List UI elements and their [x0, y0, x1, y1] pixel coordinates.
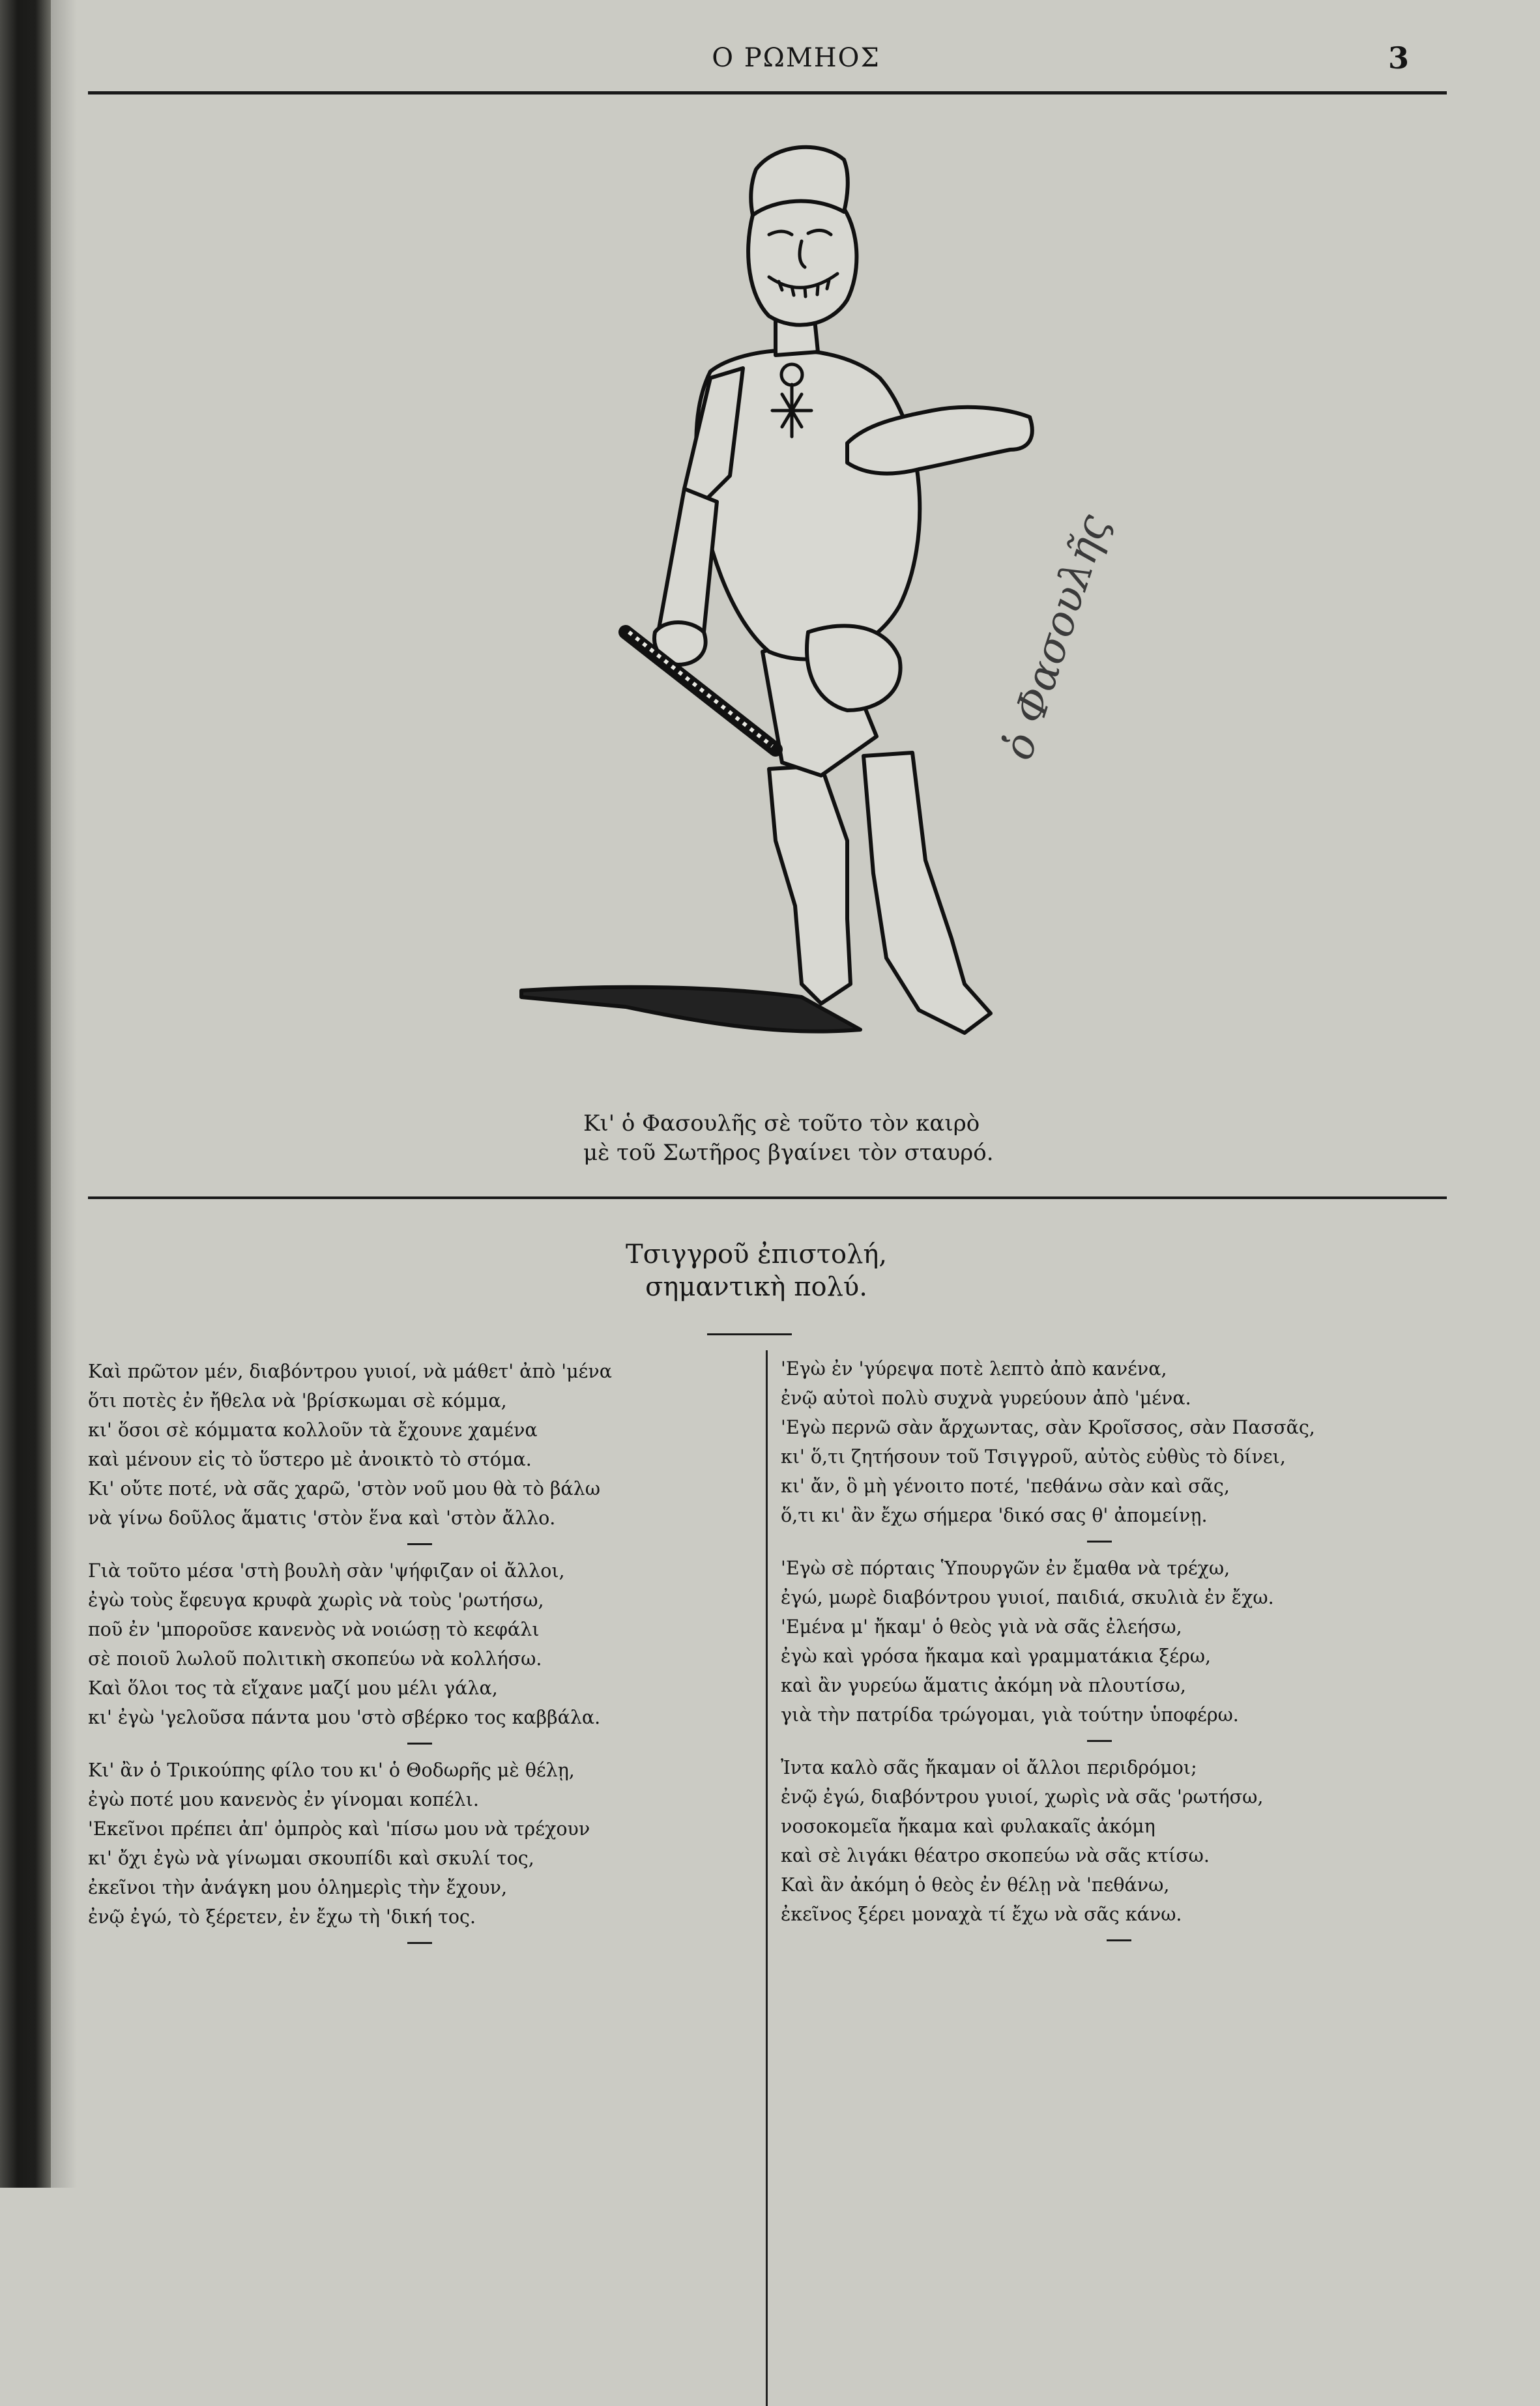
verse-line: σὲ ποιοῦ λωλοῦ πολιτικὴ σκοπεύω νὰ κολλήσω. [88, 1648, 542, 1670]
verse-line: ὅ,τι κι' ἂν ἔχω σήμερα 'δικό σας θ' ἀπομείνῃ. [781, 1505, 1208, 1526]
stanza-separator [88, 1932, 612, 1955]
right-poem-column [781, 1354, 1315, 1952]
verse-line: ἐγώ, μωρὲ διαβόντρου γυιοί, παιδιά, σκυλιὰ ἐν ἔχω. [781, 1587, 1274, 1608]
verse-line: Καὶ ἂν ἀκόμη ὁ θεὸς ἐν θέλῃ νὰ 'πεθάνω, [781, 1874, 1170, 1896]
stanza-separator [781, 1730, 1315, 1753]
article-title-line: σημαντικὴ πολύ. [645, 1272, 867, 1302]
puppet-head [748, 194, 856, 325]
illustration-caption [583, 1109, 994, 1168]
verse-line: 'Εγὼ περνῶ σὰν ἄρχωντας, σὰν Κροῖσσος, σὰν Πασσᾶς, [781, 1417, 1315, 1438]
verse-line: ἐνῷ αὐτοὶ πολὺ συχνὰ γυρεύουν ἀπὸ 'μένα. [781, 1387, 1191, 1409]
verse-line: καὶ μένουν εἰς τὸ ὕστερο μὲ ἀνοικτὸ τὸ στόμα. [88, 1449, 532, 1470]
section-rule [88, 1196, 1447, 1199]
stanza-separator [781, 1929, 1315, 1952]
verse-line: ἐκεῖνος ξέρει μοναχὰ τί ἔχω νὰ σᾶς κάνω. [781, 1904, 1182, 1925]
stanza [88, 1357, 612, 1533]
left-poem-column [88, 1357, 612, 1955]
article-title-line: Τσιγγροῦ ἐπιστολή, [626, 1239, 888, 1269]
stanza [88, 1556, 612, 1732]
verse-line: 'Εγὼ σὲ πόρταις Ὑπουργῶν ἐν ἔμαθα νὰ τρέχω, [781, 1558, 1230, 1579]
stanza [781, 1554, 1315, 1730]
verse-line: ὅτι ποτὲς ἐν ἤθελα νὰ 'βρίσκωμαι σὲ κόμμα, [88, 1390, 507, 1412]
verse-line: καὶ σὲ λιγάκι θέατρο σκοπεύω νὰ σᾶς κτίσω. [781, 1845, 1210, 1866]
stanza [781, 1354, 1315, 1530]
page-gutter-shadow [51, 0, 77, 2188]
verse-line: καὶ ἂν γυρεύω ἅματις ἀκόμη νὰ πλουτίσω, [781, 1675, 1186, 1696]
verse-line: ἐνῷ ἐγώ, διαβόντρου γυιοί, χωρὶς νὰ σᾶς 'ρωτήσω, [781, 1786, 1264, 1808]
verse-line: κι' ὅ,τι ζητήσουν τοῦ Τσιγγροῦ, αὐτὸς εὐθὺς τὸ δίνει, [781, 1446, 1286, 1468]
verse-line: νοσοκομεῖα ἤκαμα καὶ φυλακαῖς ἀκόμη [781, 1816, 1155, 1837]
verse-line: 'Εγὼ ἐν 'γύρεψα ποτὲ λεπτὸ ἀπὸ κανένα, [781, 1358, 1167, 1380]
verse-line: ἐγὼ ποτέ μου κανενὸς ἐν γίνομαι κοπέλι. [88, 1789, 479, 1810]
verse-line: ἐγὼ καὶ γρόσα ἤκαμα καὶ γραμματάκια ξέρω, [781, 1645, 1212, 1667]
fasoulis-handwritten-signature: ὁ Φασουλῆς [993, 508, 1118, 766]
verse-line: κι' ἐγὼ 'γελοῦσα πάντα μου 'στὸ σβέρκο τος καββάλα. [88, 1707, 601, 1728]
header-rule [88, 91, 1447, 94]
verse-line: Κι' ἂν ὁ Τρικούπης φίλο του κι' ὁ Θοδωρῆς μὲ θέλῃ, [88, 1760, 575, 1781]
stanza [781, 1753, 1315, 1929]
fasoulis-puppet-illustration [495, 137, 1121, 1075]
verse-line: κι' ἄν, ὃ μὴ γένοιτο ποτέ, 'πεθάνω σὰν καὶ σᾶς, [781, 1475, 1230, 1497]
verse-line: νὰ γίνω δοῦλος ἅματις 'στὸν ἕνα καὶ 'στὸν ἄλλο. [88, 1507, 556, 1529]
verse-line: Κι' οὔτε ποτέ, νὰ σᾶς χαρῶ, 'στὸν νοῦ μου θὰ τὸ βάλω [88, 1478, 600, 1500]
stanza-separator [88, 1732, 612, 1756]
verse-line: 'Εμένα μ' ἤκαμ' ὁ θεὸς γιὰ νὰ σᾶς ἐλεήσω, [781, 1616, 1182, 1638]
verse-line: Γιὰ τοῦτο μέσα 'στὴ βουλὴ σὰν 'ψήφιζαν οἱ ἄλλοι, [88, 1560, 565, 1582]
caption-line: Κι' ὁ Φασουλῆς σὲ τοῦτο τὸν καιρὸ [583, 1110, 980, 1137]
caption-line: μὲ τοῦ Σωτῆρος βγαίνει τὸν σταυρό. [583, 1140, 994, 1166]
verse-line: ἐνῷ ἐγώ, τὸ ξέρετεν, ἐν ἔχω τὴ 'δική τος. [88, 1906, 476, 1928]
verse-line: ἐκεῖνοι τὴν ἀνάγκη μου ὁλημερὶς τὴν ἔχουν, [88, 1877, 508, 1898]
verse-line: κι' ὅσοι σὲ κόμματα κολλοῦν τὰ ἔχουνε χαμένα [88, 1419, 538, 1441]
verse-line: Ἰντα καλὸ σᾶς ἤκαμαν οἱ ἄλλοι περιδρόμοι; [781, 1757, 1197, 1778]
verse-line: 'Εκεῖνοι πρέπει ἀπ' ὀμπρὸς καὶ 'πίσω μου νὰ τρέχουν [88, 1818, 590, 1840]
column-divider [766, 1350, 768, 2406]
stanza-separator [88, 1533, 612, 1556]
page-number: 3 [1388, 40, 1410, 76]
puppet-left-leg [769, 766, 850, 1004]
article-title [626, 1238, 887, 1303]
newspaper-title: Ο ΡΩΜΗΟΣ [712, 43, 880, 73]
verse-line: Καὶ πρῶτον μέν, διαβόντρου γυιοί, νὰ μάθετ' ἀπὸ 'μένα [88, 1361, 612, 1382]
title-underline [707, 1333, 792, 1335]
verse-line: γιὰ τὴν πατρίδα τρώγομαι, γιὰ τούτην ὑποφέρω. [781, 1704, 1239, 1726]
verse-line: Καὶ ὅλοι τος τὰ εἴχανε μαζί μου μέλι γάλα, [88, 1677, 498, 1699]
puppet-right-leg [864, 753, 991, 1033]
book-binding [0, 0, 51, 2188]
verse-line: ἐγὼ τοὺς ἔφευγα κρυφὰ χωρὶς νὰ τοὺς 'ρωτήσω, [88, 1589, 544, 1611]
stanza [88, 1756, 612, 1932]
verse-line: ποῦ ἐν 'μποροῦσε κανενὸς νὰ νοιώσῃ τὸ κεφάλι [88, 1619, 540, 1640]
stanza-separator [781, 1530, 1315, 1554]
verse-line: κι' ὄχι ἐγὼ νὰ γίνωμαι σκουπίδι καὶ σκυλί τος, [88, 1848, 534, 1869]
